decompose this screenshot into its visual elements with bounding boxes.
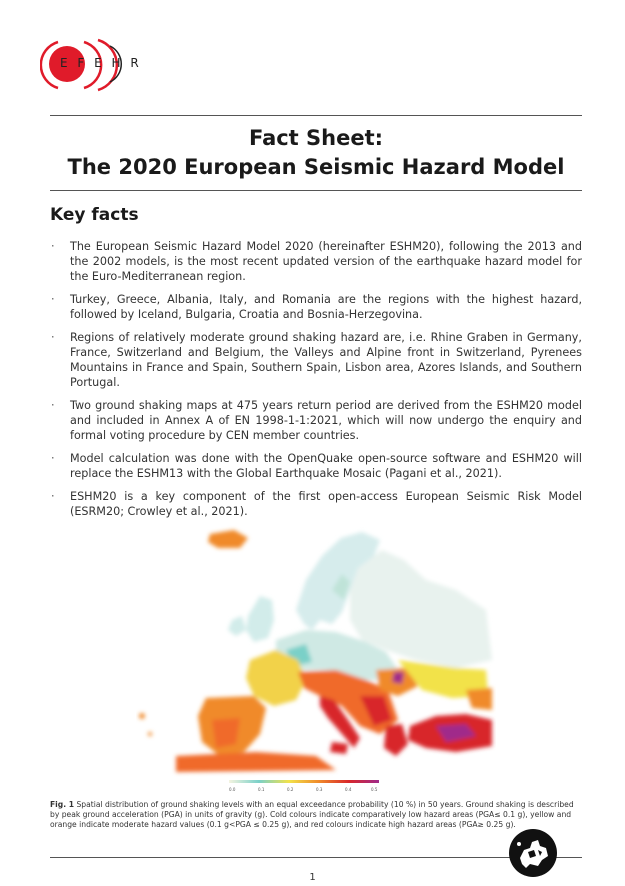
key-fact-item: · Two ground shaking maps at 475 years return period are derived from the ESHM20 model and included in Annex A of EN 1998-1-1:2021, which will now undergo the enquiry and formal voting procedure by CEN member countries. xyxy=(50,398,582,443)
title-bottom-rule xyxy=(50,190,582,191)
title-top-rule xyxy=(50,115,582,116)
title-line-1: Fact Sheet: xyxy=(248,126,384,150)
key-fact-item: · ESHM20 is a key component of the first open-access European Seismic Risk Model (ESRM20; Crowley et al., 2021). xyxy=(50,489,582,519)
section-heading: Key facts xyxy=(50,205,139,225)
key-fact-item: · Regions of relatively moderate ground shaking hazard are, i.e. Rhine Graben in Germany, France, Switzerland and Belgium, the Valleys and Alpine front in Switzerland, Pyrenees Mountains in France and Spain, Southern Spain, Lisbon area, Azores Islands, and Southern Portugal. xyxy=(50,330,582,390)
footer-rule xyxy=(50,857,582,858)
logo-letters: E F E H R xyxy=(60,56,142,70)
scale-tick: 0.4 xyxy=(345,787,352,792)
page-number: 1 xyxy=(309,872,316,883)
scale-tick: 0.2 xyxy=(287,787,294,792)
caption-label: Fig. 1 xyxy=(50,800,75,809)
figure-caption xyxy=(50,800,582,830)
scale-tick: 0.5 xyxy=(371,787,378,792)
key-facts-list xyxy=(50,239,582,527)
scale-tick: 0.0 xyxy=(229,787,236,792)
key-fact-item: · Model calculation was done with the OpenQuake open-source software and ESHM20 will replace the ESHM13 with the Global Earthquake Mosaic (Pagani et al., 2021). xyxy=(50,451,582,481)
key-fact-item: · Turkey, Greece, Albania, Italy, and Romania are the regions with the highest hazard, followed by Iceland, Bulgaria, Croatia and Bosnia-Herzegovina. xyxy=(50,292,582,322)
hazard-map-image xyxy=(136,520,496,778)
title-line-2: The 2020 European Seismic Hazard Model xyxy=(67,155,565,179)
page-title xyxy=(50,124,582,182)
key-fact-item: · The European Seismic Hazard Model 2020 (hereinafter ESHM20), following the 2013 and the 2002 models, is the most recent updated version of the earthquake hazard model for the Euro-Mediterranean region. xyxy=(50,239,582,284)
europe-globe-icon xyxy=(508,828,558,878)
caption-text: Spatial distribution of ground shaking levels with an equal exceedance probability (10 %) in 50 years. Ground shaking is described by peak ground acceleration (PGA) in units of gravity (g). Cold colours indicate comparatively low hazard areas (PGA≤ 0.1 g), yellow and orange indicate moderate hazard values (0.1 g<PGA ≤ 0.25 g), and red colours indicate high hazard areas (PGA≥ 0.25 g). xyxy=(50,800,574,829)
scale-tick: 0.3 xyxy=(316,787,323,792)
scale-tick: 0.1 xyxy=(258,787,265,792)
hazard-colour-scale xyxy=(229,780,379,794)
